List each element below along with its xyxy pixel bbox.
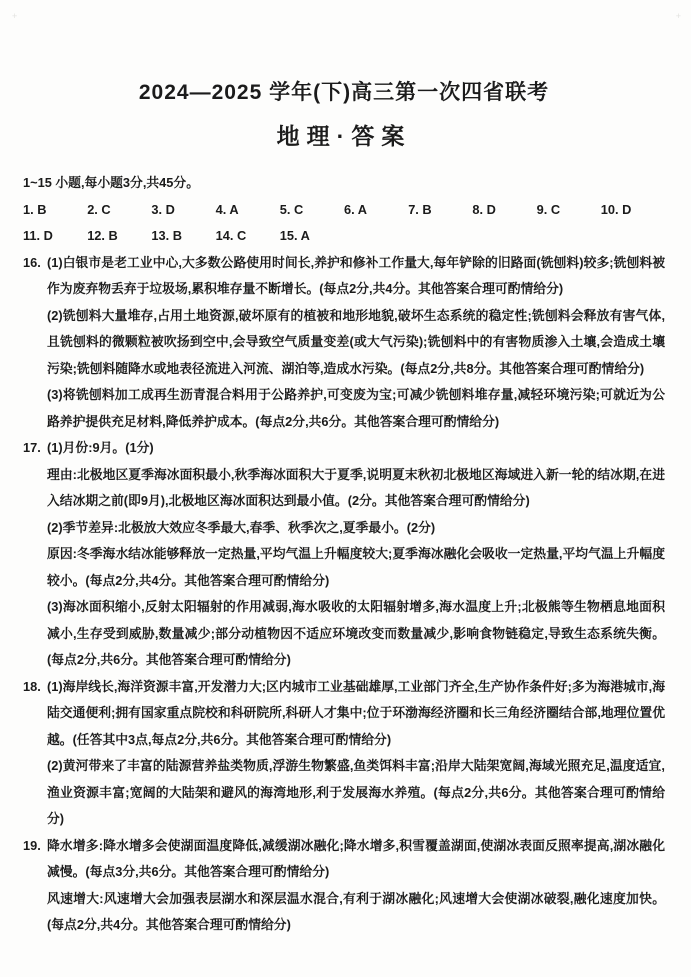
choice-answer: 13. B: [151, 228, 182, 243]
answer-text: 理由:北极地区夏季海冰面积最小,秋季海冰面积大于夏季,说明夏末秋初北极地区海域进入新一轮的结冰期,在进入结冰期之前(即9月),北极地区海冰面积达到最小值。(2分。其他答案合理可酌情给分): [47, 466, 665, 508]
answer-paragraph: [23, 462, 665, 515]
answer-paragraph: [23, 382, 665, 435]
answer-paragraph: [23, 594, 665, 674]
registration-mark-icon: +: [12, 11, 18, 21]
question-number: 19.: [23, 837, 41, 853]
answer-text: (1)月份:9月。(1分): [47, 440, 154, 455]
multiple-choice-answers: [23, 197, 665, 250]
choice-answer: 2. C: [87, 201, 111, 217]
answer-paragraph: [23, 886, 665, 939]
answer-paragraph: [23, 753, 665, 833]
registration-mark-icon: +: [675, 11, 681, 21]
choice-answer: 9. C: [536, 201, 561, 217]
answer-text: (1)海岸线长,海洋资源丰富,开发潜力大;区内城市工业基础雄厚,工业部门齐全,生产协作条件好;多为海港城市,海陆交通便利;拥有国家重点院校和科研院所,科研人才集中;位于环渤海经济圈和长三角经济圈结合部,地理位置优越。(任答其中3点,每点2分,共6分。其他答案合理可酌情给分): [47, 678, 665, 747]
subject-answer-heading: 地理·答案: [276, 123, 412, 149]
free-response-answers: [23, 250, 665, 939]
choice-answer: 5. C: [279, 201, 304, 217]
choice-answer: 11. D: [23, 228, 53, 243]
question-number: 18.: [23, 678, 41, 694]
answer-paragraph: [23, 833, 665, 886]
choice-answer: 10. D: [600, 201, 632, 217]
answer-paragraph: [23, 515, 665, 542]
answer-paragraph: [23, 250, 665, 303]
choice-answer: 1. B: [23, 201, 47, 217]
question-number: 17.: [23, 440, 41, 455]
answer-text: (2)黄河带来了丰富的陆源营养盐类物质,浮游生物繁盛,鱼类饵料丰富;沿岸大陆架宽阔,海域光照充足,温度适宜,渔业资源丰富;宽阔的大陆架和避风的海湾地形,利于发展海水养殖。(每点2分,共6分。其他答案合理可酌情给分): [47, 758, 665, 826]
answer-text: 风速增大:风速增大会加强表层湖水和深层温水混合,有利于湖冰融化;风速增大会使湖冰破裂,融化速度加快。(每点2分,共4分。其他答案合理可酌情给分): [47, 890, 665, 932]
answer-text: (2)铣刨料大量堆存,占用土地资源,破坏原有的植被和地形地貌,破坏生态系统的稳定性;铣刨料会释放有害气体,且铣刨料的微颗粒被吹扬到空中,会导致空气质量变差(或大气污染);铣刨料中的有害物质渗入土壤,会造成土壤污染;铣刨料随降水或地表径流进入河流、湖泊等,造成水污染。(每点2分,共8分。其他答案合理可酌情给分): [47, 307, 665, 376]
answer-paragraph: [23, 541, 665, 594]
answer-text: (3)将铣刨料加工成再生沥青混合料用于公路养护,可变废为宝;可减少铣刨料堆存量,减轻环境污染;可就近为公路养护提供充足材料,降低养护成本。(每点2分,共6分。其他答案合理可酌情给分): [47, 387, 665, 429]
exam-title: 2024—2025 学年(下)高三第一次四省联考: [138, 81, 550, 104]
choice-answer: 15. A: [279, 228, 310, 243]
answer-paragraph: [23, 674, 665, 754]
answer-text: (3)海冰面积缩小,反射太阳辐射的作用减弱,海水吸收的太阳辐射增多,海水温度上升;北极熊等生物栖息地面积减小,生存受到威胁,数量减少;部分动植物因不适应环境改变而数量减少,影响食物链稳定,导致生态系统失衡。(每点2分,共6分。其他答案合理可酌情给分): [47, 599, 665, 667]
choice-answer: 7. B: [408, 201, 432, 217]
answer-text: 原因:冬季海水结冰能够释放一定热量,平均气温上升幅度较大;夏季海冰融化会吸收一定热量,平均气温上升幅度较小。(每点2分,共4分。其他答案合理可酌情给分): [47, 546, 665, 588]
answer-paragraph: [23, 303, 665, 383]
choice-answer: 14. C: [215, 228, 247, 243]
answer-text: (1)白银市是老工业中心,大多数公路使用时间长,养护和修补工作量大,每年铲除的旧路面(铣刨料)较多;铣刨料被作为废弃物丢弃于垃圾场,累积堆存量不断增长。(每点2分,共4分。其他答案合理可酌情给分): [47, 254, 665, 296]
answer-text: (2)季节差异:北极放大效应冬季最大,春季、秋季次之,夏季最小。(2分): [47, 519, 436, 535]
multiple-choice-intro: 1~15 小题,每小题3分,共45分。: [23, 175, 200, 190]
answer-paragraph: [23, 435, 665, 462]
choice-answer: 4. A: [215, 201, 239, 217]
choice-answer: 12. B: [87, 228, 118, 243]
choice-answer: 3. D: [151, 201, 175, 217]
question-number: 16.: [23, 254, 41, 270]
choice-answer: 8. D: [472, 201, 496, 217]
choice-answer: 6. A: [343, 201, 367, 217]
answer-text: 降水增多:降水增多会使湖面温度降低,减缓湖冰融化;降水增多,积雪覆盖湖面,使湖冰表面反照率提高,湖冰融化减慢。(每点3分,共6分。其他答案合理可酌情给分): [47, 837, 665, 879]
